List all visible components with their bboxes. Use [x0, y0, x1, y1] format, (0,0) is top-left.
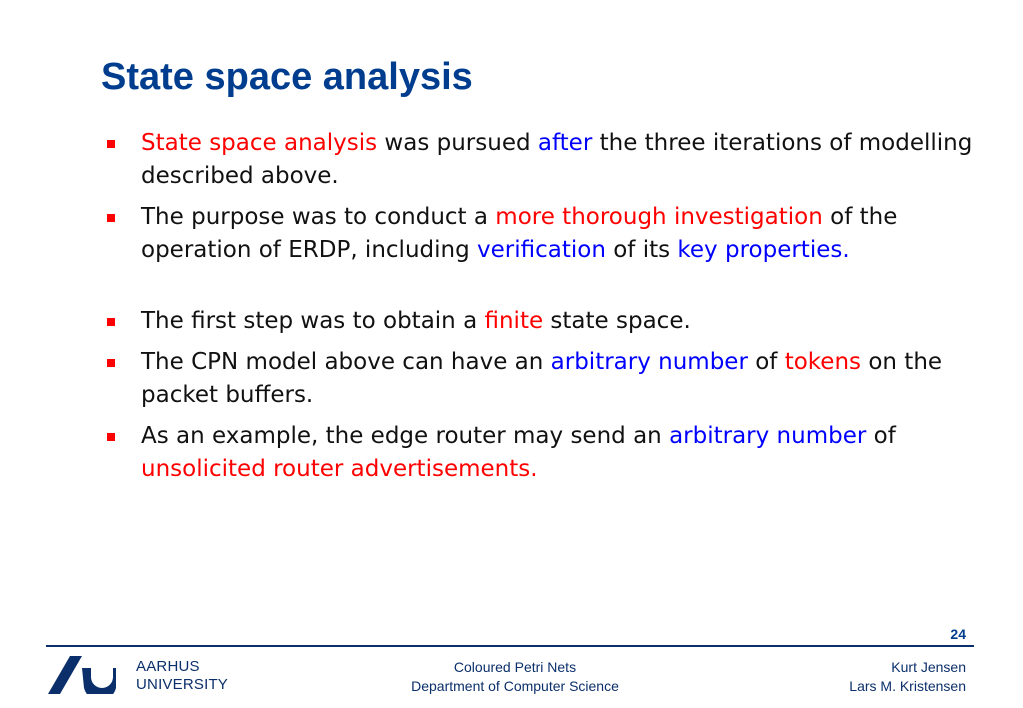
bullet-text-segment: unsolicited router advertisements.: [141, 456, 538, 482]
bullet-list: [104, 127, 984, 494]
bullet-text-segment: more thorough investigation: [495, 204, 823, 230]
bullet-text-segment: of the operation of ERDP, including: [141, 204, 898, 263]
bullet-text-segment: State space analysis: [141, 130, 378, 156]
department-name: Department of Computer Science: [411, 678, 619, 694]
bullet-text-segment: The CPN model above can have an: [141, 349, 551, 375]
bullet-text-segment: the three iterations of modelling described above.: [141, 130, 973, 189]
bullet-marker-icon: [107, 433, 115, 441]
bullet-item: [104, 420, 984, 486]
university-name-line: AARHUS: [136, 658, 200, 675]
bullet-text-segment: state space.: [543, 308, 691, 334]
bullet-text-segment: finite: [484, 308, 544, 334]
footer-divider: [46, 645, 974, 647]
university-name: [136, 658, 228, 694]
bullet-text-segment: The purpose was to conduct a: [141, 204, 496, 230]
bullet-text-segment: arbitrary number: [550, 349, 748, 375]
author-name: Kurt Jensen: [891, 659, 966, 675]
bullet-text-segment: The first step was to obtain a: [141, 308, 485, 334]
bullet-text-segment: of its: [605, 237, 678, 263]
bullet-text-segment: after: [537, 130, 593, 156]
bullet-marker-icon: [107, 140, 115, 148]
bullet-item: [104, 127, 984, 193]
bullet-marker-icon: [107, 359, 115, 367]
author-name: Lars M. Kristensen: [849, 678, 966, 694]
footer-course-info: [380, 658, 650, 696]
bullet-text-segment: of: [866, 423, 896, 449]
bullet-text-segment: key properties.: [677, 237, 850, 263]
bullet-text-segment: tokens: [784, 349, 862, 375]
aarhus-university-logo-icon: [46, 654, 116, 694]
page-number: 24: [950, 626, 966, 642]
bullet-marker-icon: [107, 318, 115, 326]
bullet-item: [104, 346, 984, 412]
bullet-text-segment: verification: [477, 237, 606, 263]
bullet-item: [104, 201, 984, 267]
bullet-text-segment: arbitrary number: [669, 423, 867, 449]
slide-title: State space analysis: [101, 56, 473, 98]
bullet-marker-icon: [107, 214, 115, 222]
footer-authors: [849, 658, 966, 696]
bullet-text-segment: As an example, the edge router may send an: [141, 423, 670, 449]
university-name-line: UNIVERSITY: [136, 676, 229, 693]
bullet-text-segment: of: [747, 349, 785, 375]
bullet-item: [104, 305, 984, 338]
course-title: Coloured Petri Nets: [453, 659, 577, 675]
bullet-text-segment: on the packet buffers.: [141, 349, 943, 408]
bullet-text-segment: was pursued: [377, 130, 538, 156]
